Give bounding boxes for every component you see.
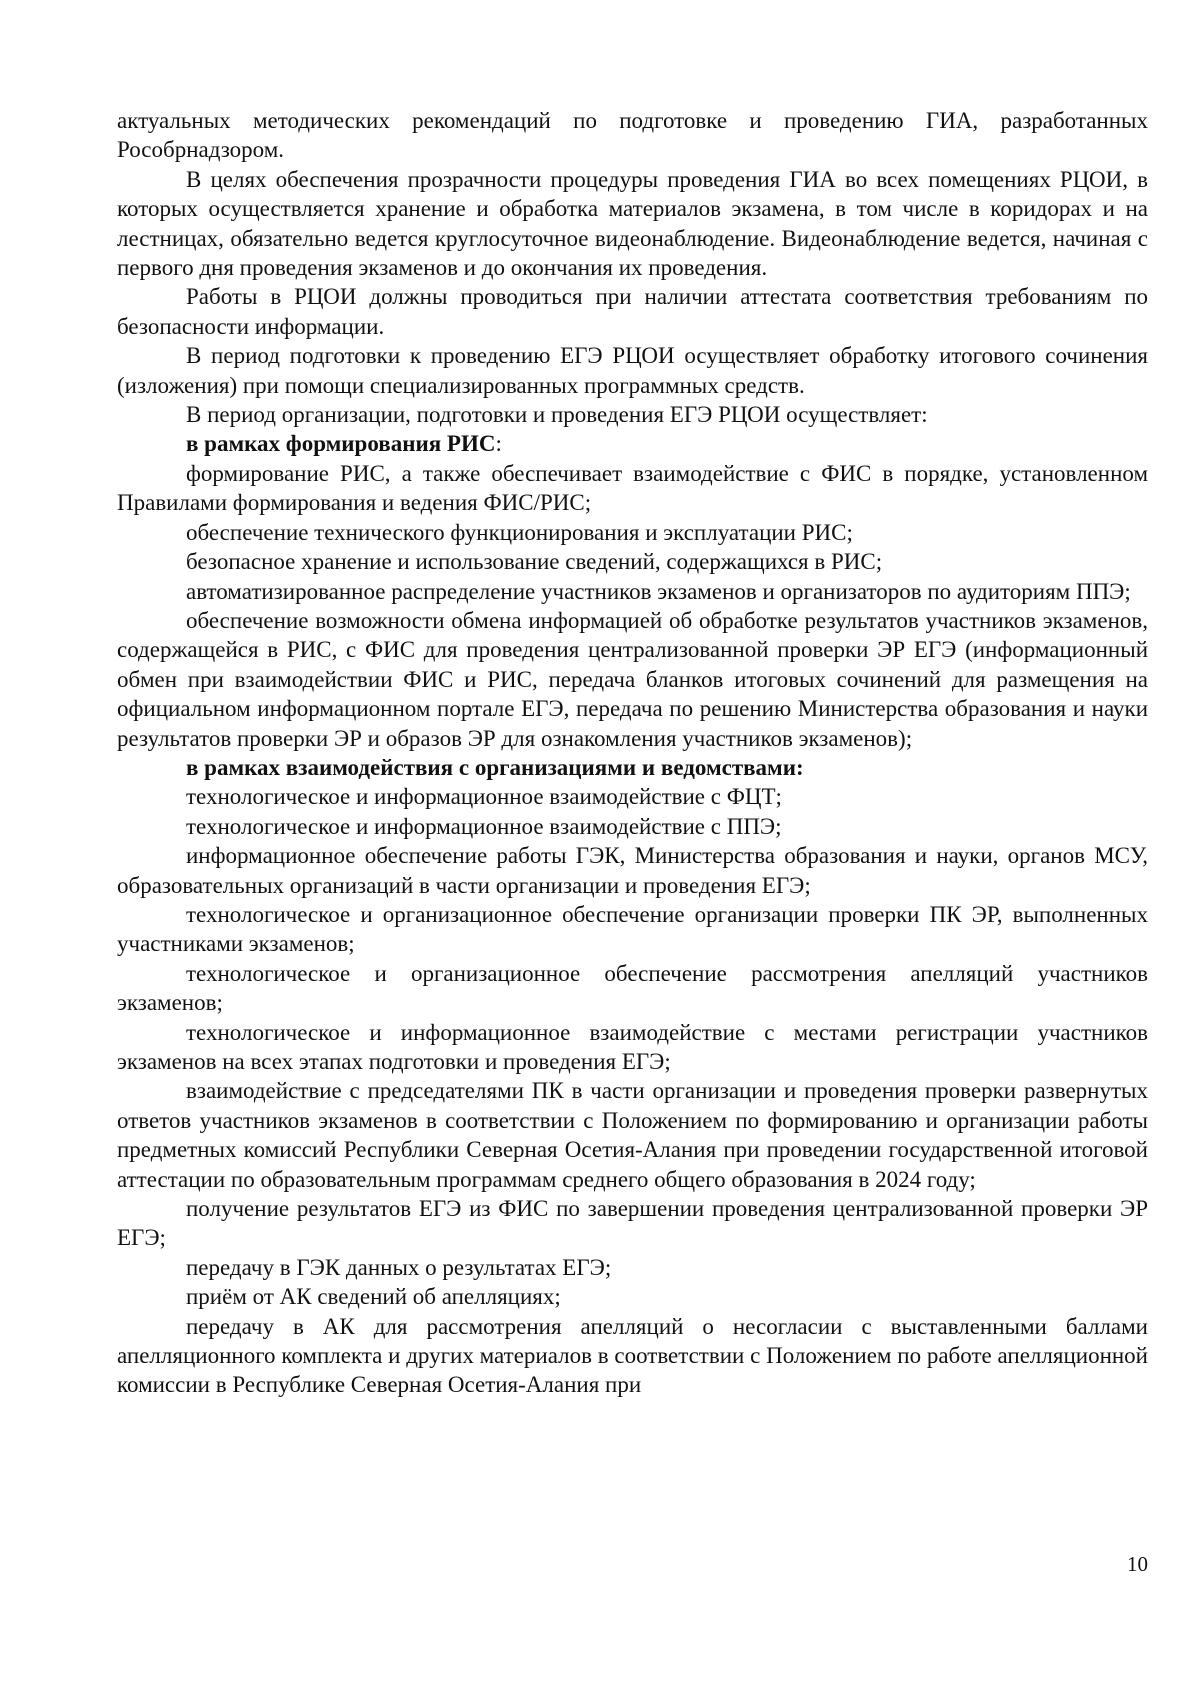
paragraph-essay-processing: В период подготовки к проведению ЕГЭ РЦОИ осуществляет обработку итогового сочинения (изложения) при помощи специализированных программных средств. bbox=[117, 343, 1148, 398]
document-body bbox=[117, 106, 1148, 1400]
list-item: автоматизированное распределение участников экзаменов и организаторов по аудиториям ППЭ; bbox=[186, 578, 1131, 604]
list-item: получение результатов ЕГЭ из ФИС по завершении проведения централизованной проверки ЭР ЕГЭ; bbox=[117, 1196, 1148, 1251]
section-heading-ris bbox=[117, 429, 1148, 458]
paragraph-security-certificate: Работы в РЦОИ должны проводиться при наличии аттестата соответствия требованиям по безопасности информации. bbox=[117, 284, 1148, 339]
paragraph-rcoi-duties-intro: В период организации, подготовки и проведения ЕГЭ РЦОИ осуществляет: bbox=[186, 402, 928, 428]
paragraph-continuation: актуальных методических рекомендаций по подготовке и проведению ГИА, разработанных Рособрнадзором. bbox=[117, 108, 1148, 163]
list-item: технологическое и информационное взаимодействие с ФЦТ; bbox=[186, 784, 782, 810]
list-item: безопасное хранение и использование сведений, содержащихся в РИС; bbox=[186, 549, 883, 575]
list-item: обеспечение возможности обмена информацией об обработке результатов участников экзаменов, содержащейся в РИС, с ФИС для проведения централизованной проверки ЭР ЕГЭ (информационный обмен при взаимодействии ФИС и РИС, передача бланков итоговых сочинений для размещения на официальном информационном портале ЕГЭ, передача по решению Министерства образования и науки результатов проверки ЭР и образов ЭР для ознакомления участников экзаменов); bbox=[117, 607, 1148, 751]
list-item: передачу в ГЭК данных о результатах ЕГЭ; bbox=[186, 1254, 612, 1280]
list-item: обеспечение технического функционирования и эксплуатации РИС; bbox=[186, 519, 853, 545]
list-item: технологическое и организационное обеспечение рассмотрения апелляций участников экзаменов; bbox=[117, 960, 1148, 1016]
section-heading-ris-colon: : bbox=[495, 431, 502, 457]
list-item: технологическое и информационное взаимодействие с ППЭ; bbox=[186, 813, 782, 839]
section-heading-interaction: в рамках взаимодействия с организациями и ведомствами: bbox=[186, 754, 804, 780]
section-heading-ris-text: в рамках формирования РИС bbox=[186, 431, 496, 457]
paragraph-video-surveillance: В целях обеспечения прозрачности процедуры проведения ГИА во всех помещениях РЦОИ, в которых осуществляется хранение и обработка материалов экзамена, в том числе в коридорах и на лестницах, обязательно ведется круглосуточное видеонаблюдение. Видеонаблюдение ведется, начиная с первого дня проведения экзаменов и до окончания их проведения. bbox=[117, 166, 1148, 281]
list-item: технологическое и информационное взаимодействие с местами регистрации участников экзаменов на всех этапах подготовки и проведения ЕГЭ; bbox=[117, 1019, 1148, 1074]
list-item: передачу в АК для рассмотрения апелляций о несогласии с выставленными баллами апелляционного комплекта и других материалов в соответствии с Положением по работе апелляционной комиссии в Республике Северная Осетия-Алания при bbox=[117, 1313, 1148, 1398]
list-item: взаимодействие с председателями ПК в части организации и проведения проверки развернутых ответов участников экзаменов в соответствии с Положением по формированию и организации работы предметных комиссий Республики Северная Осетия-Алания при проведении государственной итоговой аттестации по образовательным программам среднего общего образования в 2024 году; bbox=[117, 1078, 1148, 1192]
page-number: 10 bbox=[1127, 1552, 1148, 1576]
list-item: информационное обеспечение работы ГЭК, Министерства образования и науки, органов МСУ, образовательных организаций в части организации и проведения ЕГЭ; bbox=[117, 843, 1148, 898]
list-item: технологическое и организационное обеспечение организации проверки ПК ЭР, выполненных участниками экзаменов; bbox=[117, 901, 1148, 957]
list-item: приём от АК сведений об апелляциях; bbox=[186, 1284, 561, 1310]
list-item: формирование РИС, а также обеспечивает взаимодействие с ФИС в порядке, установленном Правилами формирования и ведения ФИС/РИС; bbox=[117, 460, 1148, 516]
